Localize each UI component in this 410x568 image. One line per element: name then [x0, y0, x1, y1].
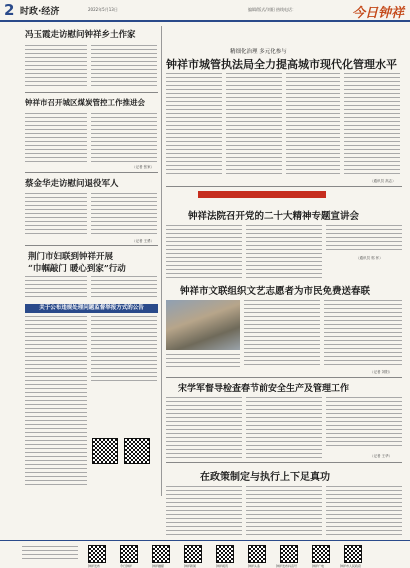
qr-code-icon	[312, 545, 330, 563]
article-body	[344, 73, 400, 177]
article-body	[166, 73, 222, 177]
article-author: （记者 张家）	[132, 165, 155, 169]
article-title: 钟祥法院召开党的二十大精神专题宣讲会	[188, 211, 360, 222]
notice-body	[91, 316, 157, 384]
article-title: 钟祥市召开城区煤炭管控工作推进会	[25, 98, 145, 107]
article-author: （记者 王华）	[370, 454, 393, 458]
article-author: （通讯员 高志）	[370, 179, 396, 183]
qr-label: 钟祥市人民政府	[340, 564, 362, 568]
article-body	[166, 354, 240, 368]
page-header	[0, 0, 410, 22]
article-author: （通讯员 郭 怀）	[356, 256, 383, 260]
notice-qr-icon	[92, 438, 118, 464]
article-title: “巾帼敲门 暖心到家”行动	[28, 264, 126, 274]
footer-text	[22, 546, 78, 560]
qr-label: 钟祥新闻	[184, 564, 197, 568]
article-author: （记者 王勇）	[132, 239, 155, 243]
news-photo	[166, 300, 240, 350]
qr-code-icon	[152, 545, 170, 563]
article-body	[326, 225, 402, 253]
article-body	[25, 45, 87, 89]
qr-code-icon	[280, 545, 298, 563]
article-body	[25, 113, 87, 163]
notice-qr-icon	[124, 438, 150, 464]
article-body	[91, 113, 157, 163]
qr-label: 钟祥发布抖音号	[276, 564, 298, 568]
qr-code-icon	[184, 545, 202, 563]
article-body	[226, 73, 282, 177]
article-body	[166, 486, 242, 538]
issue-date: 2022年5月13日	[88, 7, 118, 12]
article-title: 冯玉霞走访慰问钟祥乡土作家	[25, 30, 136, 40]
article-body	[25, 276, 87, 300]
article-body	[166, 397, 242, 461]
notice-body	[25, 316, 87, 486]
article-body	[166, 225, 242, 278]
article-body	[25, 193, 87, 237]
qr-code-icon	[248, 545, 266, 563]
theme-banner	[198, 191, 326, 198]
article-body	[326, 397, 402, 447]
article-body	[286, 73, 340, 177]
article-body	[246, 486, 322, 538]
qr-code-icon	[216, 545, 234, 563]
article-body	[244, 300, 320, 368]
notice-title: 关于公布违规处理问题监督举报方式的公告	[25, 304, 158, 313]
article-title: 钟祥市文联组织文艺志愿者为市民免费送春联	[180, 286, 371, 297]
newspaper-logo: 今日钟祥	[351, 6, 404, 21]
page-number: 2	[4, 1, 15, 19]
qr-label: 钟祥发布	[88, 564, 101, 568]
qr-label: 钟祥视讯	[216, 564, 229, 568]
qr-label: 钟祥广电	[312, 564, 325, 568]
qr-code-icon	[88, 545, 106, 563]
qr-code-icon	[120, 545, 138, 563]
lead-subtitle: 精细化治理 多元化参与	[230, 49, 287, 55]
article-body	[91, 45, 157, 89]
article-body	[246, 225, 322, 278]
article-body	[91, 276, 157, 300]
qr-code-icon	[344, 545, 362, 563]
qr-label: 今日钟祥	[120, 564, 133, 568]
article-author: （记者 刘阳）	[370, 370, 393, 374]
article-title: 宋学军督导检查春节前安全生产及管理工作	[178, 384, 350, 394]
editor-line: 编辑/版式/刘阳 热线电话：	[248, 7, 296, 12]
lead-title: 钟祥市城管执法局全力提高城市现代化管理水平	[166, 58, 397, 71]
article-body	[324, 300, 402, 368]
qr-label: 钟祥头条	[248, 564, 261, 568]
article-body	[246, 397, 322, 461]
article-title: 在政策制定与执行上下足真功	[200, 472, 330, 483]
qr-label: 钟祥融媒	[152, 564, 165, 568]
article-body	[91, 193, 157, 237]
section-name: 时政·经济	[20, 7, 60, 17]
article-title: 蔡金华走访慰问退役军人	[25, 179, 119, 189]
article-body	[326, 486, 402, 538]
article-title: 荆门市妇联到钟祥开展	[28, 252, 114, 262]
